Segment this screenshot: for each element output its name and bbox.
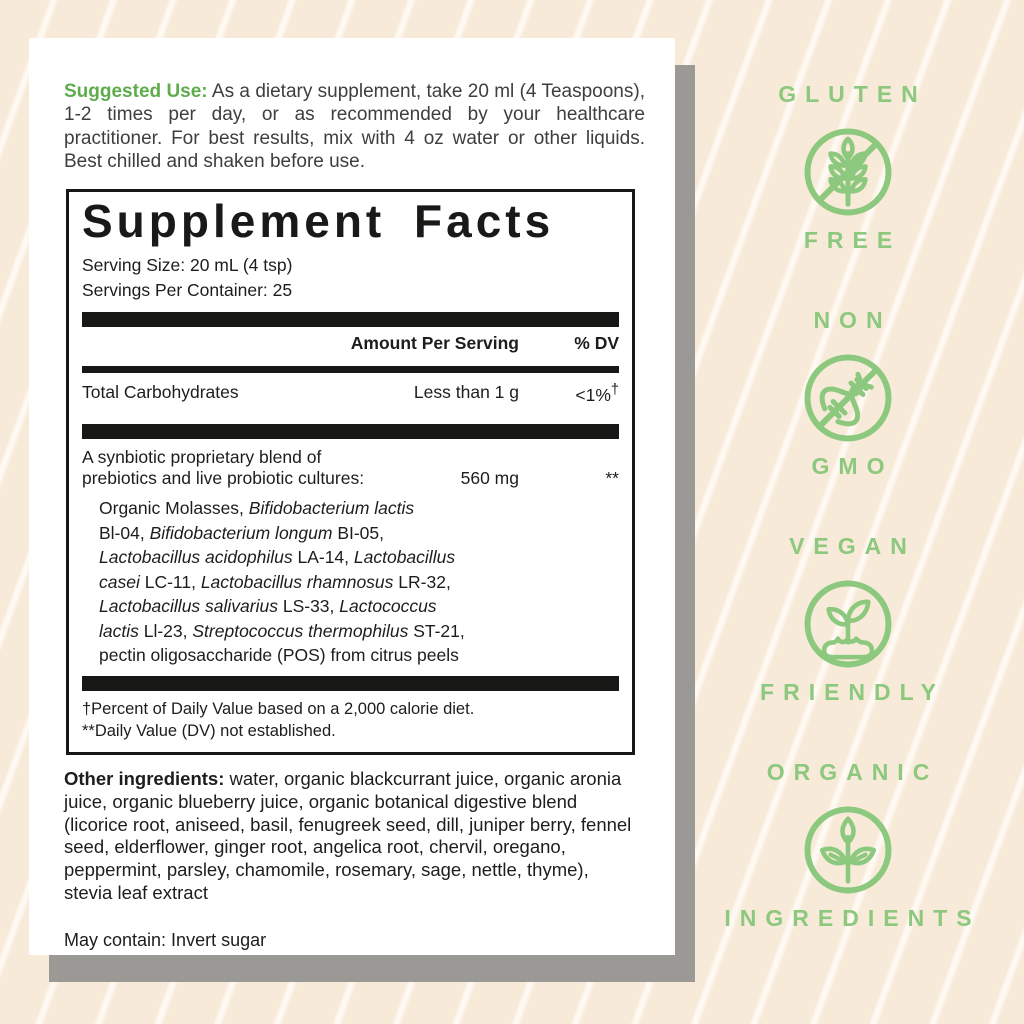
badge-top-label: ORGANIC — [766, 759, 939, 785]
badge-non-gmo — [802, 309, 894, 478]
badge-top-label: VEGAN — [789, 533, 916, 559]
nutrient-name: Total Carbohydrates — [82, 382, 239, 403]
footnote-dv-not-established: **Daily Value (DV) not established. — [82, 721, 336, 740]
badge-bottom-label: FRIENDLY — [760, 679, 945, 705]
divider-bar-thick — [82, 424, 619, 439]
servings-per-container: Servings Per Container: 25 — [82, 280, 293, 301]
badge-top-label: GLUTEN — [778, 81, 927, 107]
nutrient-dv: <1%† — [575, 382, 619, 406]
other-ingredients-text: water, organic blackcurrant juice, organic aronia juice, organic blueberry juice, organic botanical digestive blend (licorice root, aniseed, basil, fenugreek seed, dill, juniper berry, fennel seed, elderflower, ginger root, angelica root, chervil, oregano, peppermint, parsley, chamomile, rosemary, sage, nettle, thyme), stevia leaf extract — [64, 767, 632, 904]
divider-bar-thick — [82, 676, 619, 691]
blend-amount: 560 mg — [460, 468, 519, 489]
label-card — [29, 38, 675, 955]
blend-description: A synbiotic proprietary blend of prebiotics and live probiotic cultures: — [82, 447, 365, 489]
supplement-facts-title: Supplement Facts — [82, 195, 555, 248]
dagger-superscript: † — [610, 382, 619, 399]
serving-size: Serving Size: 20 mL (4 tsp) — [82, 254, 293, 275]
suggested-use-paragraph — [64, 80, 645, 173]
organic-ingredients-icon — [802, 804, 894, 896]
other-ingredients-paragraph — [64, 768, 635, 905]
other-ingredients-label: Other ingredients: — [64, 767, 225, 789]
vegan-friendly-icon — [802, 578, 894, 670]
nutrient-amount: Less than 1 g — [413, 382, 519, 403]
may-contain-note: May contain: Invert sugar — [64, 929, 267, 950]
footnote-daily-value: †Percent of Daily Value based on a 2,000 calorie diet. — [82, 699, 475, 718]
amount-per-serving-header: Amount Per Serving — [350, 333, 519, 354]
nutrient-row-total-carbohydrates — [82, 373, 619, 416]
badge-top-label: NON — [813, 307, 892, 333]
badge-gluten-free — [778, 81, 927, 253]
divider-bar-thin — [82, 366, 619, 373]
gluten-free-icon — [802, 126, 894, 218]
badge-bottom-label: FREE — [803, 227, 902, 253]
non-gmo-icon — [802, 352, 894, 444]
blend-dv: ** — [605, 468, 619, 489]
percent-dv-header: % DV — [574, 333, 619, 354]
divider-bar-thick — [82, 312, 619, 327]
footnotes — [82, 698, 619, 742]
certification-badges — [714, 83, 982, 987]
suggested-use-text: As a dietary supplement, take 20 ml (4 Teaspoons), 1-2 times per day, or as recommended by your healthcare practitioner. For best results, mix with 4 oz water or other liquids. Best chilled and shaken before use. — [64, 81, 645, 172]
facts-header-row — [82, 327, 619, 358]
badge-organic-ingredients — [724, 759, 981, 931]
suggested-use-label: Suggested Use: — [64, 81, 208, 102]
blend-row — [82, 439, 619, 489]
badge-vegan-friendly — [760, 533, 945, 705]
badge-bottom-label: INGREDIENTS — [724, 905, 981, 931]
badge-bottom-label: GMO — [811, 453, 894, 479]
blend-ingredient-list: Organic Molasses, Bifidobacterium lactis Bl-04, Bifidobacterium longum BI-05, Lactobacillus acidophilus LA-14, Lactobacillus casei LC-11, Lactobacillus rhamnosus LR-32, Lactobacillus salivarius LS-33, Lactococcus lactis Ll-23, Streptococcus thermophilus ST-21, pectin oligosaccharide (POS) from citrus peels — [99, 498, 465, 666]
supplement-facts-panel — [66, 189, 635, 755]
